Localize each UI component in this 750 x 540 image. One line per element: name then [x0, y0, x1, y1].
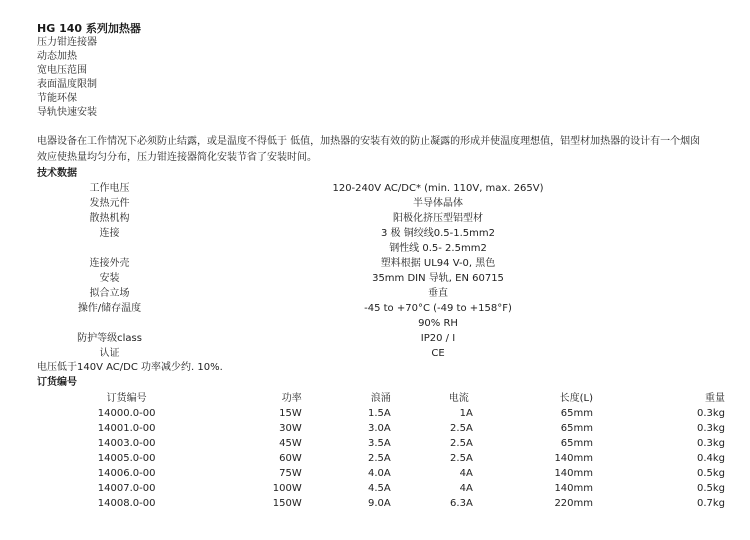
order-row: [37, 451, 737, 466]
spec-row: [37, 271, 694, 286]
cell-current: 4A: [459, 483, 473, 494]
spec-label: 安装: [99, 273, 120, 284]
cell-surge: 4.5A: [368, 483, 391, 494]
header-weight: 重量: [705, 393, 725, 404]
cell-surge: 9.0A: [368, 498, 391, 509]
header-power: 功率: [281, 393, 302, 404]
cell-weight: 0.3kg: [696, 423, 725, 434]
spec-table: [37, 181, 694, 361]
order-table: [37, 391, 737, 511]
cell-power: 100W: [272, 483, 302, 494]
feature-item: 压力钳连接器: [37, 37, 97, 48]
spec-label: 工作电压: [89, 183, 130, 194]
spec-row: [37, 181, 694, 196]
order-row: [37, 406, 737, 421]
cell-power: 15W: [279, 408, 302, 419]
cell-length: 220mm: [554, 498, 594, 509]
spec-row: [37, 346, 694, 361]
spec-value: 垂直: [428, 288, 448, 299]
spec-value: 塑料根据 UL94 V-0, 黑色: [380, 258, 496, 269]
cell-weight: 0.7kg: [696, 498, 725, 509]
spec-label: 认证: [99, 348, 120, 359]
cell-current: 4A: [459, 468, 473, 479]
spec-label: 拟合立场: [89, 288, 130, 299]
cell-order-number: 14006.0-00: [97, 468, 156, 479]
cell-weight: 0.5kg: [696, 468, 725, 479]
cell-surge: 3.5A: [368, 438, 391, 449]
order-row: [37, 496, 737, 511]
cell-order-number: 14008.0-00: [97, 498, 156, 509]
header-order-number: 订货编号: [106, 393, 147, 404]
spec-row: [37, 196, 694, 211]
spec-row: [37, 241, 694, 256]
cell-current: 2.5A: [450, 438, 473, 449]
cell-order-number: 14007.0-00: [97, 483, 156, 494]
cell-surge: 1.5A: [368, 408, 391, 419]
cell-order-number: 14003.0-00: [97, 438, 156, 449]
cell-order-number: 14001.0-00: [97, 423, 156, 434]
cell-power: 60W: [279, 453, 302, 464]
spec-row: [37, 316, 694, 331]
description: 电器设备在工作情况下必须防止结露，或是温度不得低于 低值，加热器的安装有效的防止凝露的形成并使温度理想值，铝型材加热器的设计有一个烟囱效应使热量均匀分布，压力钳连接器简化安装节省了安装时间。: [37, 136, 701, 163]
cell-surge: 3.0A: [368, 423, 391, 434]
spec-row: [37, 331, 694, 346]
cell-current: 6.3A: [450, 498, 473, 509]
feature-item: 动态加热: [37, 51, 77, 62]
cell-length: 140mm: [554, 483, 594, 494]
cell-surge: 4.0A: [368, 468, 391, 479]
spec-value: 半导体晶体: [413, 198, 463, 209]
tech-heading: 技术数据: [37, 168, 77, 179]
cell-length: 140mm: [554, 453, 594, 464]
spec-row: [37, 211, 694, 226]
spec-label: 操作/储存温度: [77, 303, 142, 314]
cell-weight: 0.5kg: [696, 483, 725, 494]
spec-value: -45 to +70°C (-49 to +158°F): [364, 303, 512, 314]
spec-row: [37, 301, 694, 316]
feature-list: [37, 36, 737, 120]
feature-item: 导轨快速安装: [37, 107, 97, 118]
cell-length: 140mm: [554, 468, 594, 479]
order-row: [37, 421, 737, 436]
cell-power: 150W: [272, 498, 302, 509]
spec-row: [37, 226, 694, 241]
spec-label: 连接: [99, 228, 120, 239]
spec-label: 发热元件: [89, 198, 130, 209]
header-length: 长度(L): [559, 393, 594, 404]
cell-length: 65mm: [560, 408, 594, 419]
header-surge: 浪涌: [370, 393, 391, 404]
feature-item: 表面温度限制: [37, 79, 97, 90]
cell-current: 1A: [459, 408, 473, 419]
cell-order-number: 14005.0-00: [97, 453, 156, 464]
cell-length: 65mm: [560, 423, 594, 434]
spec-label: [37, 241, 182, 256]
cell-surge: 2.5A: [368, 453, 391, 464]
cell-weight: 0.3kg: [696, 408, 725, 419]
cell-weight: 0.4kg: [696, 453, 725, 464]
feature-item: 宽电压范围: [37, 65, 87, 76]
spec-value: 90% RH: [418, 318, 458, 329]
spec-row: [37, 256, 694, 271]
spec-value: 35mm DIN 导轨, EN 60715: [372, 273, 504, 284]
cell-power: 30W: [279, 423, 302, 434]
cell-power: 75W: [279, 468, 302, 479]
spec-value: 阳极化挤压型铝型材: [393, 213, 483, 224]
order-header-row: [37, 391, 737, 406]
cell-current: 2.5A: [450, 423, 473, 434]
order-heading: 订货编号: [37, 377, 77, 388]
cell-weight: 0.3kg: [696, 438, 725, 449]
cell-length: 65mm: [560, 438, 594, 449]
order-row: [37, 436, 737, 451]
cell-current: 2.5A: [450, 453, 473, 464]
spec-value: 3 极 铜绞线0.5-1.5mm2: [381, 228, 495, 239]
header-current: 电流: [448, 393, 469, 404]
order-row: [37, 466, 737, 481]
product-title: HG 140 系列加热器: [37, 22, 141, 35]
spec-label: 散热机构: [89, 213, 130, 224]
spec-value: CE: [431, 348, 445, 359]
spec-label: [37, 316, 182, 331]
spec-row: [37, 286, 694, 301]
spec-value: 钢性线 0.5- 2.5mm2: [389, 243, 487, 254]
voltage-note: 电压低于140V AC/DC 功率减少约. 10%.: [37, 362, 223, 373]
spec-label: 连接外壳: [89, 258, 130, 269]
datasheet: [37, 21, 737, 511]
spec-label: 防护等级class: [77, 333, 142, 344]
spec-value: IP20 / I: [420, 333, 456, 344]
feature-item: 节能环保: [37, 93, 77, 104]
spec-value: 120-240V AC/DC* (min. 110V, max. 265V): [332, 183, 544, 194]
cell-power: 45W: [279, 438, 302, 449]
cell-order-number: 14000.0-00: [97, 408, 156, 419]
order-row: [37, 481, 737, 496]
